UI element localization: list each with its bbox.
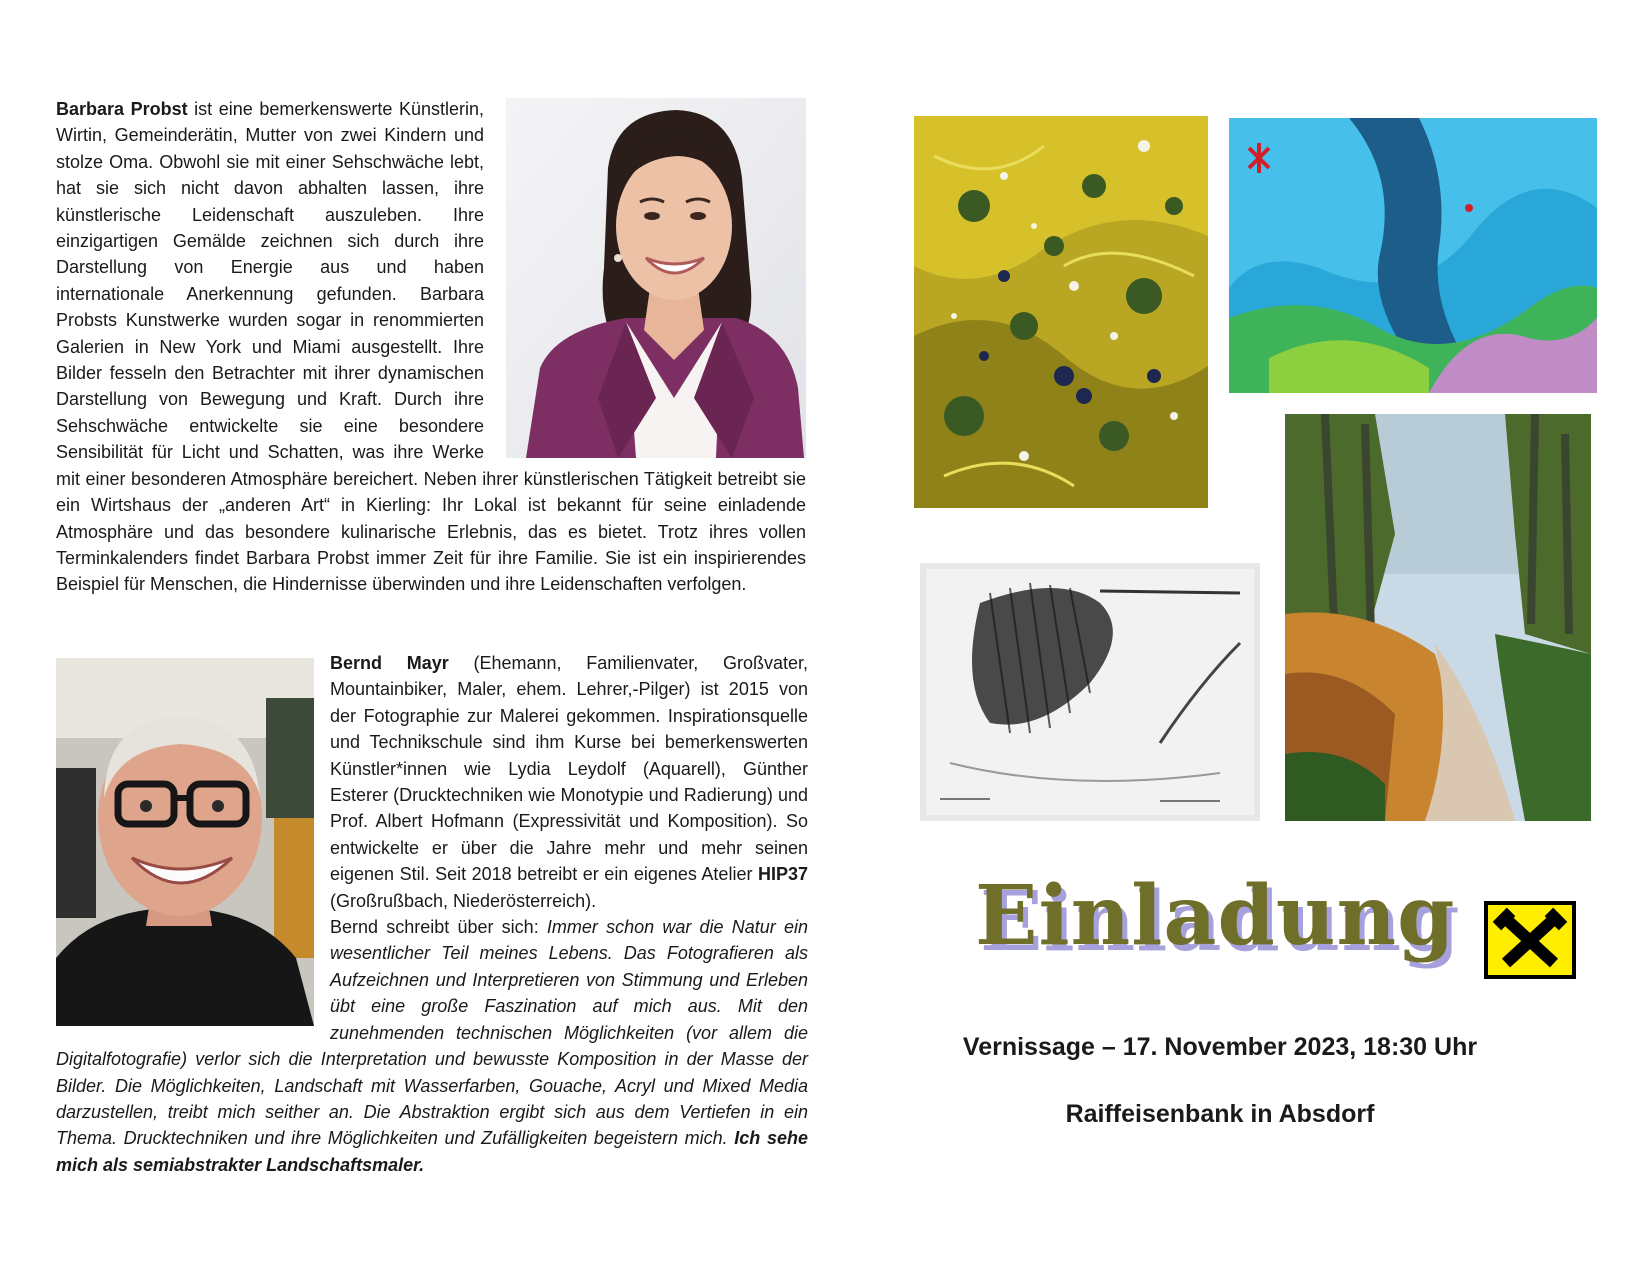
bernd-quote-intro: Bernd schreibt über sich: [330,917,547,938]
bernd-portrait [56,658,314,1026]
invitation-headline: Einladung [975,868,1456,964]
vernissage-venue: Raiffeisenbank in Absdorf [1065,1100,1375,1128]
bernd-atelier: HIP37 [757,864,808,885]
bernd-atelier-location: (Großrußbach, Niederösterreich). [330,890,597,911]
barbara-name: Barbara Probst [56,99,188,119]
raiffeisen-gable-cross-icon [1484,901,1576,979]
bernd-bio-text: (Ehemann, Familienvater, Großvater, Mountainbiker, Maler, ehem. Lehrer,-Pilger) ist 2015 von der Fotographie zur Malerei gekommen. Inspirationsquelle und Technikschule sind ihm Kurse bei bemerkenswerten Künstler*innen wie Lydia Leydolf (Aquarell), Günther Esterer (Drucktechniken wie Monotypie und Radierung) und Prof. Albert Hofmann (Expressivität und Komposition). So entwickelte er über die Jahre mehr und mehr seinen eigenen Stil. Seit 2018 betreibt er ein eigenes Atelier [330,653,809,885]
bernd-quote: Immer schon war die Natur ein wesentlicher Teil meines Lebens. Das Fotografieren als Aufzeichnen und Interpretieren von Stimmung und Erleben übt eine große Faszination auf mich aus. Mit den zunehmenden technischen Möglichkeiten (vor allem die Digitalfotografie) verlor sich die Interpretation und bewusste Komposition in der Masse der Bilder. Die Möglichkeiten, Landschaft mit Wasserfarben, Gouache, Acryl und Mixed Media darzustellen, treibt mich seither an. Die Abstraktion ergibt sich aus dem Vertiefen in ein Thema. Drucktechniken und ihre Möglichkeiten und Zufälligkeiten begeistern mich. [56,917,808,1149]
painting-forest-path [1285,414,1591,821]
bernd-quote-conclusion: Ich sehe mich als semiabstrakter Landschaftsmaler. [56,1128,808,1175]
bernd-bio [56,650,808,1178]
vernissage-date: Vernissage – 17. November 2023, 18:30 Uhr [962,1033,1478,1061]
barbara-bio-text: ist eine bemerkenswerte Künstlerin, Wirtin, Gemeinderätin, Mutter von zwei Kindern und stolze Oma. Obwohl sie mit einer Sehschwäche lebt, hat sie sich nicht davon abhalten lassen, ihre künstlerische Leidenschaft auszuleben. Ihre einzigartigen Gemälde zeichnen sich durch ihre Darstellung von Energie aus und haben internationale Anerkennung gefunden. Barbara Probsts Kunstwerke wurden sogar in renommierten Galerien in New York und Miami ausgestellt. Ihre Bilder fesseln den Betrachter mit ihrer dynamischen Darstellung von Bewegung und Kraft. Durch ihre Sehschwäche entwickelte sie eine besondere Sensibilität für Licht und Schatten, was ihre Werke mit einer besonderen Atmosphäre bereichert. Neben ihrer künstlerischen Tätigkeit betreibt sie ein Wirtshaus der „anderen Art“ in Kierling: Ihr Lokal ist bekannt für seine einladende Atmosphäre und das besondere kulinarische Erlebnis, das es bietet. Trotz ihres vollen Terminkalenders findet Barbara Probst immer Zeit für ihre Familie. Sie ist ein inspirierendes Beispiel für Menschen, die Hindernisse überwinden und ihre Leidenschaften verfolgen. [56,99,806,595]
painting-blue-abstract [1229,118,1597,393]
painting-yellow-abstract [914,116,1208,508]
barbara-portrait [506,98,806,458]
drawing-charcoal-sketch [920,563,1260,821]
barbara-bio [56,96,806,598]
bernd-name: Bernd Mayr [330,653,449,673]
